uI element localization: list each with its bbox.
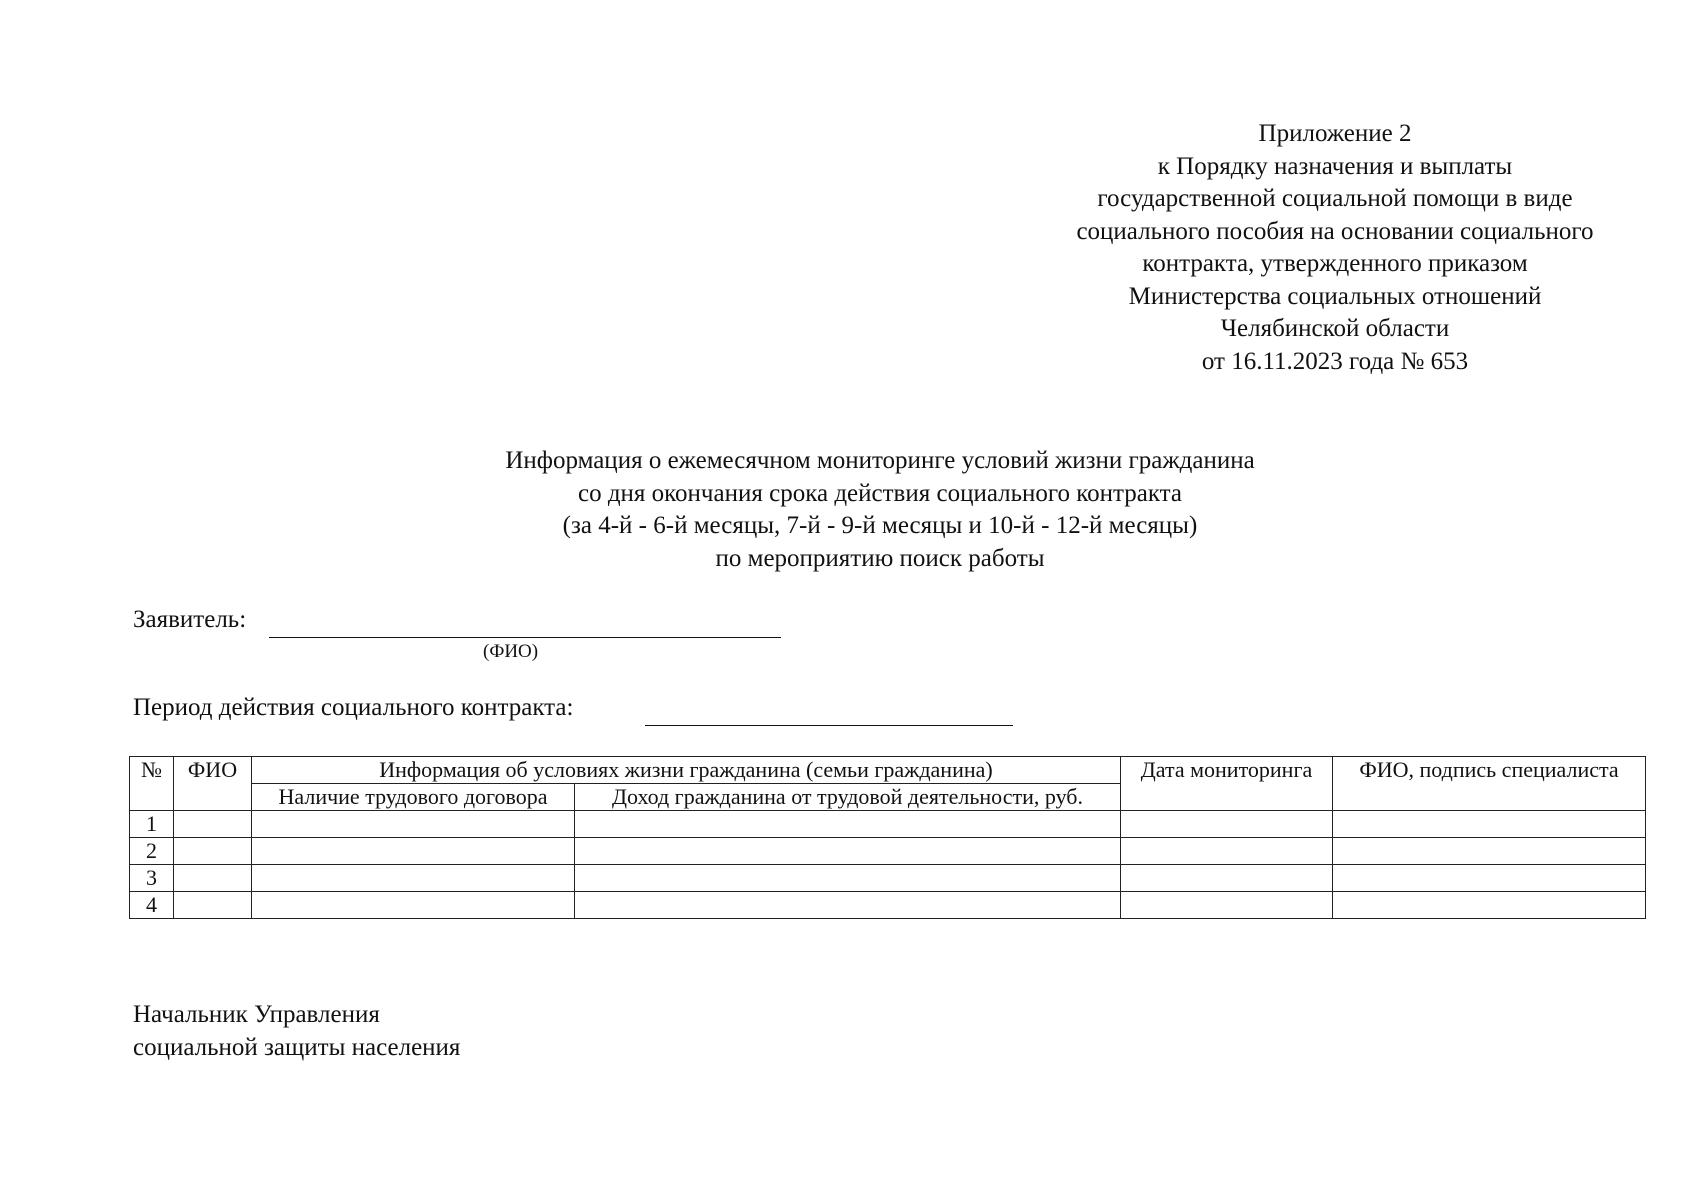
appendix-header (1020, 118, 1650, 378)
cell-fio[interactable] (174, 838, 252, 865)
applicant-label: Заявитель: (133, 606, 247, 633)
title-line: по мероприятию поиск работы (715, 544, 1045, 572)
header-specialist: ФИО, подпись специалиста (1333, 757, 1646, 811)
period-label: Период действия социального контракта: (133, 694, 574, 721)
appendix-line: государственной социальной помощи в виде (1097, 185, 1573, 212)
appendix-line: контракта, утвержденного приказом (1142, 250, 1528, 277)
cell-monitoring-date[interactable] (1121, 811, 1333, 838)
table-row (130, 811, 1646, 838)
header-fio: ФИО (174, 757, 252, 811)
row-number: 1 (130, 811, 174, 838)
appendix-line: Приложение 2 (1258, 120, 1412, 147)
header-living-conditions: Информация об условиях жизни гражданина (семьи гражданина) (252, 757, 1121, 784)
cell-specialist[interactable] (1333, 811, 1646, 838)
period-field-line[interactable] (645, 693, 1013, 726)
cell-monitoring-date[interactable] (1121, 838, 1333, 865)
cell-employment-contract[interactable] (252, 811, 575, 838)
cell-fio[interactable] (174, 865, 252, 892)
row-number: 3 (130, 865, 174, 892)
signature-line: социальной защиты населения (133, 1034, 461, 1061)
cell-fio[interactable] (174, 892, 252, 919)
cell-employment-contract[interactable] (252, 892, 575, 919)
signature-line: Начальник Управления (133, 1001, 380, 1028)
signature-block (133, 998, 460, 1064)
cell-fio[interactable] (174, 811, 252, 838)
cell-income[interactable] (575, 865, 1121, 892)
cell-income[interactable] (575, 838, 1121, 865)
appendix-line: социального пособия на основании социального (1076, 217, 1594, 245)
cell-monitoring-date[interactable] (1121, 865, 1333, 892)
appendix-line: Министерства социальных отношений (1128, 282, 1542, 310)
table-row (130, 892, 1646, 919)
document-title (400, 445, 1360, 575)
title-line: (за 4-й - 6-й месяцы, 7-й - 9-й месяцы и 10-й - 12-й месяцы) (562, 512, 1198, 539)
table-row (130, 865, 1646, 892)
title-line: со дня окончания срока действия социального контракта (577, 479, 1183, 507)
cell-employment-contract[interactable] (252, 838, 575, 865)
cell-specialist[interactable] (1333, 838, 1646, 865)
cell-specialist[interactable] (1333, 892, 1646, 919)
header-number: № (130, 757, 174, 811)
header-income: Доход гражданина от трудовой деятельности, руб. (575, 784, 1121, 811)
monitoring-table (129, 756, 1646, 919)
cell-specialist[interactable] (1333, 865, 1646, 892)
appendix-line: Челябинской области (1220, 315, 1450, 342)
header-monitoring-date: Дата мониторинга (1121, 757, 1333, 811)
appendix-line: от 16.11.2023 года № 653 (1201, 347, 1469, 375)
header-employment-contract: Наличие трудового договора (252, 784, 575, 811)
appendix-line: к Порядку назначения и выплаты (1157, 152, 1513, 180)
row-number: 2 (130, 838, 174, 865)
cell-monitoring-date[interactable] (1121, 892, 1333, 919)
title-line: Информация о ежемесячном мониторинге условий жизни гражданина (505, 447, 1255, 474)
cell-income[interactable] (575, 892, 1121, 919)
cell-income[interactable] (575, 811, 1121, 838)
applicant-field-line[interactable] (269, 605, 781, 638)
table-row (130, 838, 1646, 865)
cell-employment-contract[interactable] (252, 865, 575, 892)
row-number: 4 (130, 892, 174, 919)
applicant-caption: (ФИО) (483, 641, 539, 662)
